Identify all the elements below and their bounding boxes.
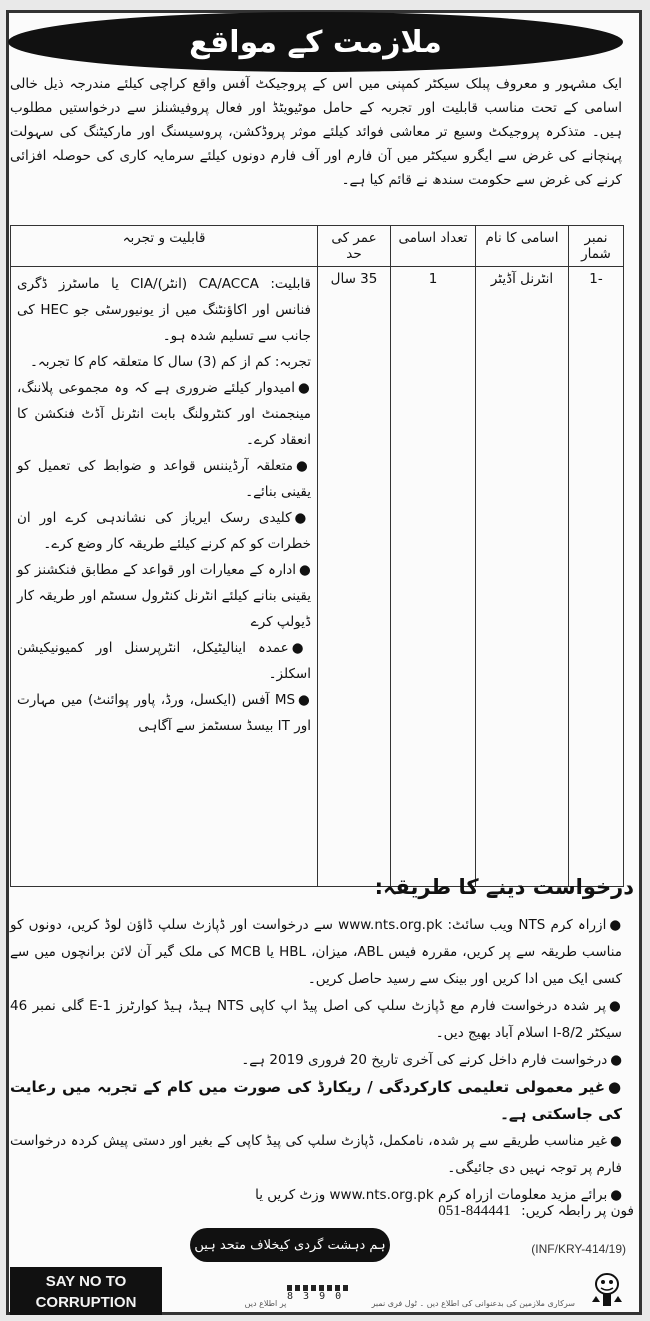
- phone-number[interactable]: 051-844441: [438, 1203, 511, 1219]
- cell-age: 35 سال: [318, 267, 391, 887]
- duty-item: ● عمدہ اینالیٹیکل، انٹرپرسنل اور کمیونیکیشن اسکلز۔: [17, 635, 311, 687]
- apply-more-info: ● برائے مزید معلومات ازراہ کرم www.nts.org.pk وزٹ کریں یا: [10, 1182, 622, 1209]
- apply-deadline: ● درخواست فارم داخل کرنے کی آخری تاریخ 20 فروری 2019 ہے۔: [10, 1047, 622, 1074]
- how-to-apply-title: درخواست دینے کا طریقہ:: [374, 875, 634, 899]
- header-serial: نمبر شمار: [569, 226, 624, 267]
- duty-item: ● کلیدی رسک ایریاز کی نشاندہی کرے اور ان خطرات کو کم کرنے کیلئے طریقہ کار وضع کرے۔: [17, 505, 311, 557]
- apply-relaxation-note: ● غیر معمولی تعلیمی کارکردگی / ریکارڈ کی صورت میں کام کے تجربہ میں رعایت کی جاسکتی ہے۔: [10, 1074, 622, 1128]
- cell-post: انٹرنل آڈیٹر: [476, 267, 569, 887]
- say-no-line1: SAY NO TO: [45, 1273, 127, 1290]
- duty-item: ● ادارہ کے معیارات اور قواعد کے مطابق فنکشنز کو یقینی بنانے کیلئے انٹرنل کنٹرول سسٹم اور طریقہ کار ڈیولپ کرے: [17, 557, 311, 635]
- anti-terrorism-text: ہم دہشت گردی کیخلاف متحد ہیں: [194, 1237, 386, 1253]
- cell-serial: -1: [569, 267, 624, 887]
- mascot-icon: [590, 1270, 624, 1310]
- qualification-text: قابلیت: CA/ACCA (انٹر)/CIA یا ماسٹرز ڈگری فنانس اور اکاؤنٹنگ میں از یونیورسٹی جو HEC کی جانب سے تسلیم شدہ ہو۔: [17, 276, 311, 344]
- helpline-number: 8 3 9 0: [287, 1291, 344, 1302]
- how-to-apply-section: [10, 912, 622, 1209]
- phone-contact: [438, 1203, 634, 1220]
- anti-terrorism-badge: [190, 1228, 390, 1262]
- table-row: [11, 267, 624, 887]
- header-post: اسامی کا نام: [476, 226, 569, 267]
- phone-label: فون پر رابطہ کریں:: [521, 1203, 634, 1219]
- table-header-row: [11, 226, 624, 267]
- reference-number: (INF/KRY-414/19): [531, 1242, 626, 1256]
- helpline-suffix: پر اطلاع دیں: [244, 1299, 287, 1308]
- apply-step-submit: ● پر شدہ درخواست فارم مع ڈپازٹ سلپ کی اصل پیڈ اپ کاپی NTS ہیڈ، ہیڈ کوارٹرز E-1 گلی نمبر 46 سیکٹر I-8/2 اسلام آباد بھیج دیں۔: [10, 993, 622, 1047]
- apply-step-download: ● ازراہ کرم NTS ویب سائٹ: www.nts.org.pk سے درخواست اور ڈپازٹ سلپ ڈاؤن لوڈ کریں، دونوں کو مناسب طریقہ سے پر کریں، مقررہ فیس ABL، میزان، HBL یا MCB کی ملک گیر آن لائن برانچوں میں سے کسی ایک میں ادا کریں اور بینک سے رسید حاصل کریں۔: [10, 912, 622, 993]
- cell-count: 1: [391, 267, 476, 887]
- say-no-to-corruption-box: [10, 1267, 162, 1315]
- header-count: تعداد اسامی: [391, 226, 476, 267]
- duty-item: ● امیدوار کیلئے ضروری ہے کہ وہ مجموعی پلاننگ، مینجمنٹ اور کنٹرولنگ بابت انٹرنل آڈٹ فنکشن کا انعقاد کرے۔: [17, 375, 311, 453]
- experience-text: تجربہ: کم از کم (3) سال کا متعلقہ کام کا تجربہ۔: [29, 354, 311, 370]
- helpline-text: سرکاری ملازمین کی بدعنوانی کی اطلاع دیں ۔ ٹول فری نمبر: [371, 1299, 575, 1308]
- say-no-line2: CORRUPTION: [35, 1294, 137, 1311]
- helpline-strip: [165, 1299, 575, 1308]
- intro-paragraph: ایک مشہور و معروف پبلک سیکٹر کمپنی میں اس کے پروجیکٹ آفس واقع کراچی کیلئے مندرجہ ذیل خالی اسامی کے تحت مناسب قابلیت اور تجربہ کے حامل موٹیویٹڈ اور فعال پروفیشنلز سے درخواستیں مطلوب ہیں۔ متذکرہ پروجیکٹ وسیع تر معاشی فوائد کیلئے موثر پروڈکشن، پروسیسنگ اور مارکیٹنگ کی سہولت پہنچانے کی غرض سے ایگرو سیکٹر میں آن فارم اور آف فارم دونوں کیلئے سرمایہ کاری کی حوصلہ افزائی کرنے کی غرض سے حکومت سندھ نے قائم کیا ہے۔: [10, 76, 622, 188]
- duty-item: ● متعلقہ آرڈیننس قواعد و ضوابط کی تعمیل کو یقینی بنائے۔: [17, 453, 311, 505]
- header-qualification: قابلیت و تجربہ: [11, 226, 318, 267]
- cell-qualification: [11, 267, 318, 887]
- duty-item: ● MS آفس (ایکسل، ورڈ، پاور پوائنٹ) میں مہارت اور IT بیسڈ سسٹمز سے آگاہی: [17, 687, 311, 739]
- apply-rejection-note: ● غیر مناسب طریقے سے پر شدہ، نامکمل، ڈپازٹ سلپ کی پیڈ کاپی کے بغیر اور دستی پیش کردہ درخواست فارم پر توجہ نہیں دی جائیگی۔: [10, 1128, 622, 1182]
- jobs-table: [10, 225, 624, 887]
- header-age: عمر کی حد: [318, 226, 391, 267]
- page-title: ملازمت کے مواقع: [189, 24, 442, 60]
- header-banner: [8, 12, 623, 72]
